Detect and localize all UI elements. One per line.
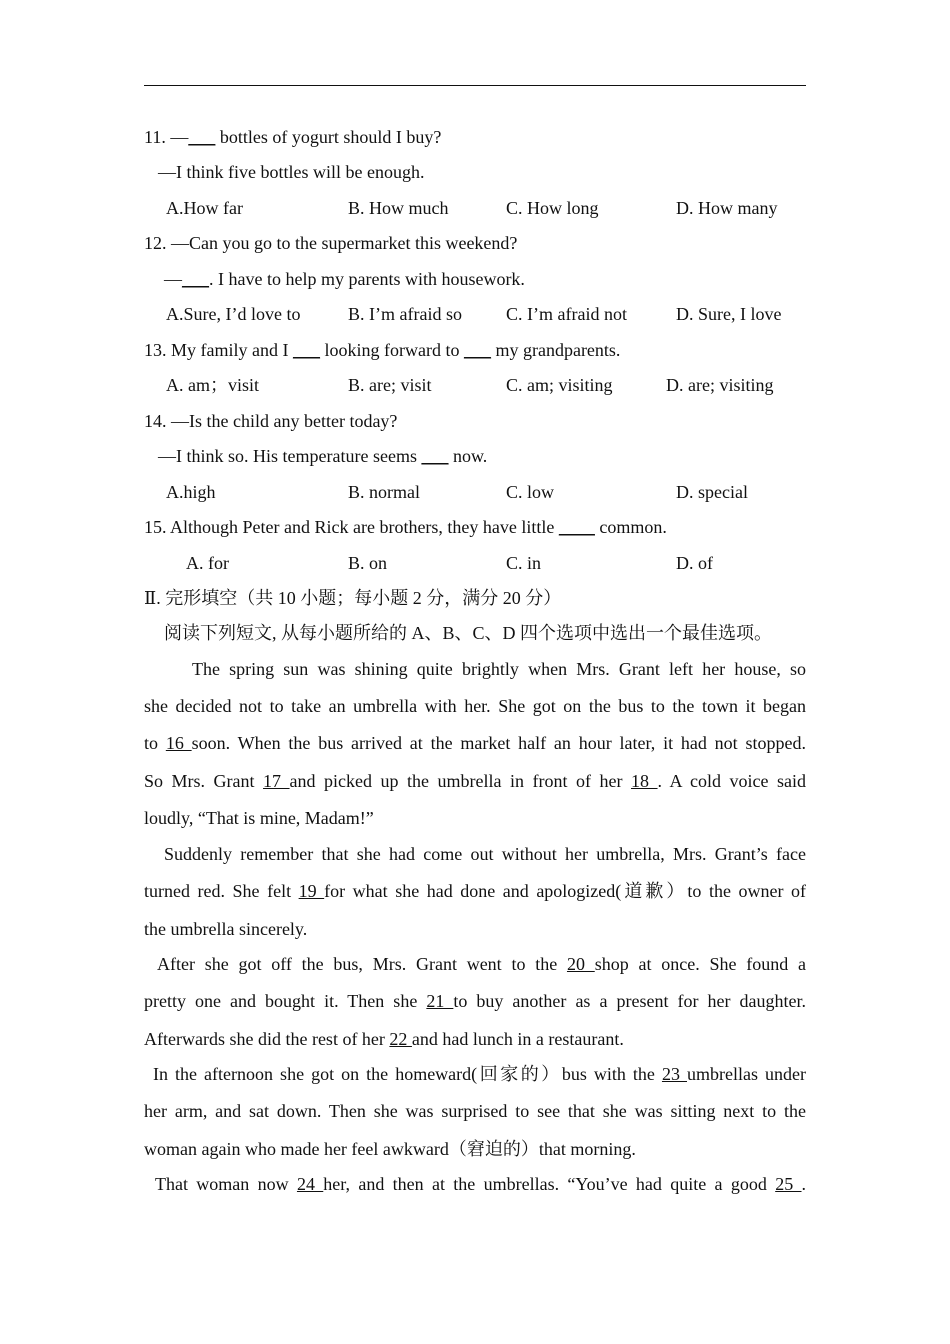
question-reply: —I think so. His temperature seems ___ now. [158,446,488,466]
option-b[interactable]: B. are; visit [348,375,432,395]
option-d[interactable]: D. How many [676,198,778,218]
blank-17[interactable]: 17 [263,771,290,791]
option-c[interactable]: C. low [506,482,555,502]
option-b[interactable]: B. I’m afraid so [348,304,462,324]
blank-25[interactable]: 25 [775,1174,802,1194]
passage-line: After she got off the bus, Mrs. Grant went to the 20 shop at once. She found a [157,954,806,974]
blank-16[interactable]: 16 [165,733,192,753]
blank-24[interactable]: 24 [296,1174,324,1194]
option-d[interactable]: D. of [676,553,713,573]
passage-line: woman again who made her feel awkward（窘迫的）that morning. [144,1139,636,1159]
question-reply: —___. I have to help my parents with housework. [164,269,525,289]
passage-line: she decided not to take an umbrella with her. She got on the bus to the town it began [144,696,806,716]
answer-blank[interactable]: ___ [463,340,491,360]
question-stem: 15. Although Peter and Rick are brothers, they have little ____ common. [144,517,667,537]
passage-line: Suddenly remember that she had come out without her umbrella, Mrs. Grant’s face [164,844,806,864]
blank-23[interactable]: 23 [661,1064,687,1084]
passage-line: loudly, “That is mine, Madam!” [144,808,374,828]
question-stem: 12. —Can you go to the supermarket this weekend? [144,233,518,253]
option-b[interactable]: B. How much [348,198,449,218]
passage-line: The spring sun was shining quite brightly when Mrs. Grant left her house, so [192,659,806,679]
option-b[interactable]: B. normal [348,482,420,502]
question-stem: 13. My family and I ___ looking forward to ___ my grandparents. [144,340,621,360]
question-stem: 11. —___ bottles of yogurt should I buy? [144,127,442,147]
question-stem: 14. —Is the child any better today? [144,411,398,431]
option-a[interactable]: A.How far [166,198,243,218]
passage-line: In the afternoon she got on the homeward(回家的）bus with the 23 umbrellas under [153,1064,807,1084]
passage-line: to 16 soon. When the bus arrived at the market half an hour later, it had not stopped. [144,733,806,753]
passage-line: the umbrella sincerely. [144,919,308,939]
answer-blank[interactable]: ___ [421,446,449,466]
passage-line: Afterwards she did the rest of her 22 and had lunch in a restaurant. [144,1029,624,1049]
blank-21[interactable]: 21 [426,991,454,1011]
passage-line: her arm, and sat down. Then she was surprised to see that she was sitting next to the [144,1101,806,1121]
option-c[interactable]: C. in [506,553,542,573]
blank-18[interactable]: 18 [631,771,658,791]
option-d[interactable]: D. special [676,482,748,502]
option-b[interactable]: B. on [348,553,388,573]
passage-line: turned red. She felt 19 for what she had done and apologized(道歉）to the owner of [144,881,807,901]
option-c[interactable]: C. am; visiting [506,375,613,395]
option-a[interactable]: A. for [186,553,229,573]
option-c[interactable]: C. I’m afraid not [506,304,627,324]
blank-22[interactable]: 22 [389,1029,412,1049]
option-a[interactable]: A.high [166,482,216,502]
answer-blank[interactable]: ___ [292,340,320,360]
blank-19[interactable]: 19 [298,881,325,901]
header-rule [144,85,806,86]
option-a[interactable]: A.Sure, I’d love to [166,304,301,324]
answer-blank[interactable]: ___ [182,269,209,289]
question-reply: —I think five bottles will be enough. [158,162,425,182]
section-instruction: 阅读下列短文, 从每小题所给的 A、B、C、D 四个选项中选出一个最佳选项。 [164,623,773,643]
blank-20[interactable]: 20 [566,954,595,974]
option-d[interactable]: D. Sure, I love [676,304,782,324]
section-title: Ⅱ. 完形填空（共 10 小题；每小题 2 分，满分 20 分） [144,588,562,608]
answer-blank[interactable]: ___ [188,127,216,147]
option-c[interactable]: C. How long [506,198,599,218]
passage-line: pretty one and bought it. Then she 21 to buy another as a present for her daughter. [144,991,807,1011]
answer-blank[interactable]: ____ [558,517,595,537]
passage-line: So Mrs. Grant 17 and picked up the umbrella in front of her 18 . A cold voice said [144,771,807,791]
passage-line: That woman now 24 her, and then at the umbrellas. “You’ve had quite a good 25 . [155,1174,807,1194]
option-a[interactable]: A. am；visit [166,375,259,395]
option-d[interactable]: D. are; visiting [666,375,774,395]
